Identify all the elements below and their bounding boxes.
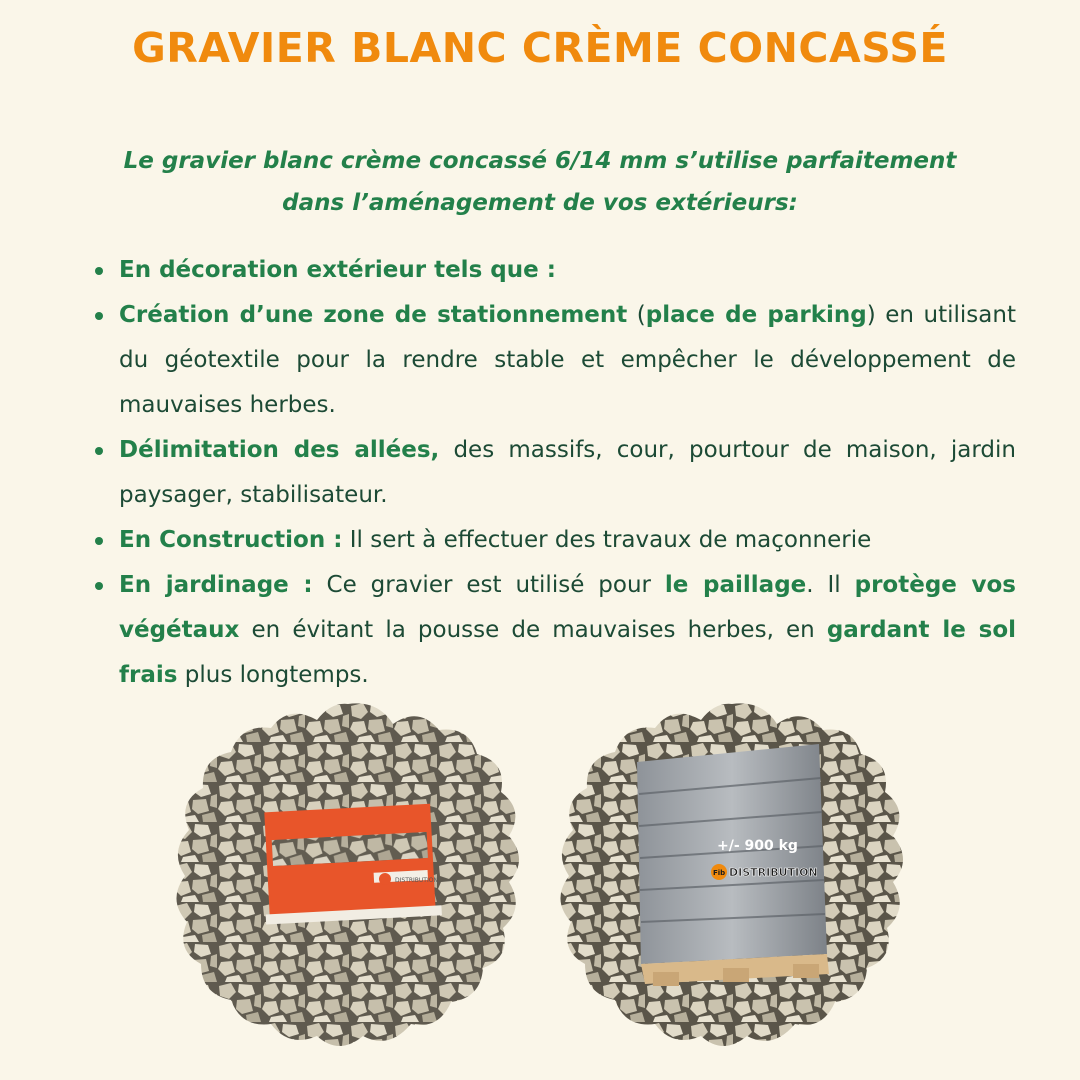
intro-text <box>40 140 1040 224</box>
bold-text: Délimitation des allées, <box>119 437 440 463</box>
pallet-brand-label: DISTRIBUTION <box>729 866 818 879</box>
plain-text: Ce gravier est utilisé pour <box>312 572 665 598</box>
plain-text: plus longtemps. <box>177 662 369 688</box>
bold-text: En jardinage : <box>119 572 313 598</box>
bold-text: le paillage <box>664 572 807 598</box>
list-item-allees <box>92 428 1016 518</box>
gravel-pallet-image <box>557 702 907 1052</box>
bold-text: En décoration extérieur tels que : <box>119 257 556 283</box>
pallet-logo-text: Fib <box>713 869 726 877</box>
plain-text: ) en utilisant du géotextile pour la rendre stable et empêcher le développement de mauvaises herbes. <box>119 302 1016 418</box>
gravel-bag-photo <box>173 702 523 1052</box>
list-item-jardinage <box>92 563 1016 698</box>
plain-text: ( <box>627 302 646 328</box>
page-title: GRAVIER BLANC CRÈME CONCASSÉ <box>132 24 948 72</box>
gravel-bag-image <box>173 702 523 1052</box>
plain-text: des massifs, cour, pourtour de maison, jardin paysager, stabilisateur. <box>119 437 1017 508</box>
uses-list <box>92 248 1016 698</box>
bold-text: place de parking <box>645 302 867 328</box>
plain-text: Il sert à effectuer des travaux de maçonnerie <box>342 527 872 553</box>
list-item-decoration <box>92 248 1016 293</box>
bold-text: Création d’une zone de stationnement <box>119 302 628 328</box>
plain-text: . Il <box>806 572 855 598</box>
pallet-weight-label: +/- 900 kg <box>717 838 798 854</box>
bold-text: protège vos végétaux <box>119 572 1017 643</box>
bold-text: En Construction : <box>119 527 343 553</box>
intro-line-2: dans l’aménagement de vos extérieurs: <box>282 190 798 216</box>
list-item-parking <box>92 293 1016 428</box>
pallet <box>637 744 829 986</box>
gravel-bag <box>264 804 442 925</box>
intro-line-1: Le gravier blanc crème concassé 6/14 mm s’utilise parfaitement <box>123 148 957 174</box>
plain-text: en évitant la pousse de mauvaises herbes, en <box>239 617 827 643</box>
bold-text: gardant le sol frais <box>119 617 1016 688</box>
list-item-construction <box>92 518 1016 563</box>
gravel-pallet-photo <box>557 702 907 1052</box>
bag-label: DISTRIBUTION <box>395 877 438 884</box>
